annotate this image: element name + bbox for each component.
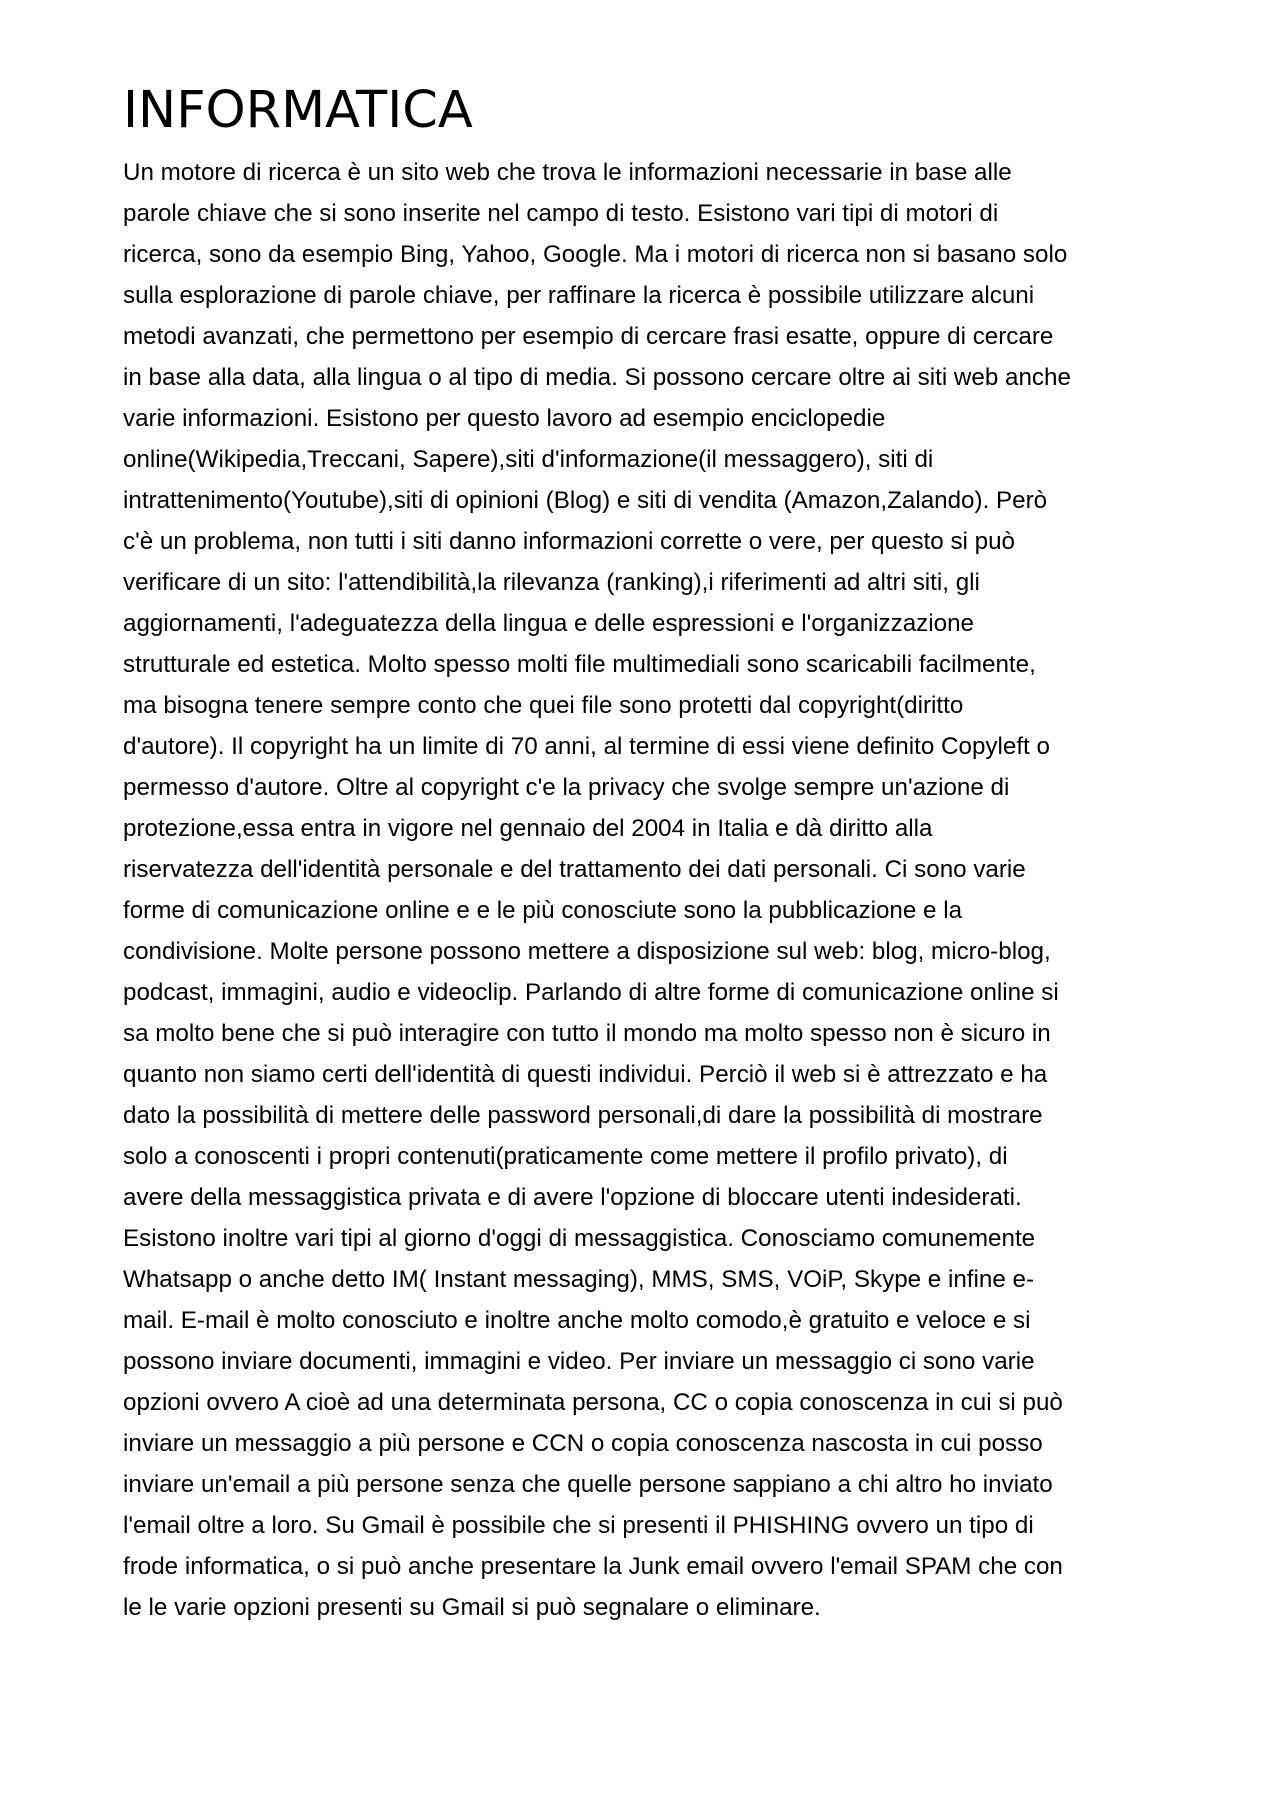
body-text-line: mail. E-mail è molto conosciuto e inoltre anche molto comodo,è gratuito e veloce e si xyxy=(123,1307,1031,1334)
body-text-line: l'email oltre a loro. Su Gmail è possibile che si presenti il PHISHING ovvero un tipo di xyxy=(123,1512,1034,1539)
body-text-line: Un motore di ricerca è un sito web che trova le informazioni necessarie in base alle xyxy=(123,159,1012,186)
body-text-line: podcast, immagini, audio e videoclip. Parlando di altre forme di comunicazione online si xyxy=(123,979,1059,1006)
body-text-line: ricerca, sono da esempio Bing, Yahoo, Google. Ma i motori di ricerca non si basano solo xyxy=(123,241,1068,268)
body-text-line: metodi avanzati, che permettono per esempio di cercare frasi esatte, oppure di cercare xyxy=(123,323,1054,350)
body-text-line: condivisione. Molte persone possono mettere a disposizione sul web: blog, micro-blog, xyxy=(123,938,1051,965)
body-text-line: d'autore). Il copyright ha un limite di 70 anni, al termine di essi viene definito Copyleft o xyxy=(123,733,1050,760)
body-text-line: possono inviare documenti, immagini e video. Per inviare un messaggio ci sono varie xyxy=(123,1348,1035,1375)
body-text-line: permesso d'autore. Oltre al copyright c'e la privacy che svolge sempre un'azione di xyxy=(123,774,1010,801)
body-text-line: solo a conoscenti i propri contenuti(praticamente come mettere il profilo privato), di xyxy=(123,1143,1008,1170)
body-text-line: Whatsapp o anche detto IM( Instant messaging), MMS, SMS, VOiP, Skype e infine e- xyxy=(123,1266,1035,1293)
document-body xyxy=(123,152,1071,1628)
body-text-line: aggiornamenti, l'adeguatezza della lingua e delle espressioni e l'organizzazione xyxy=(123,610,974,637)
body-text-line: strutturale ed estetica. Molto spesso molti file multimediali sono scaricabili facilmente, xyxy=(123,651,1036,678)
body-text-line: sulla esplorazione di parole chiave, per raffinare la ricerca è possibile utilizzare alcuni xyxy=(123,282,1035,309)
body-text-line: protezione,essa entra in vigore nel gennaio del 2004 in Italia e dà diritto alla xyxy=(123,815,933,842)
body-text-line: inviare un messaggio a più persone e CCN o copia conoscenza nascosta in cui posso xyxy=(123,1430,1043,1457)
body-text-line: inviare un'email a più persone senza che quelle persone sappiano a chi altro ho inviato xyxy=(123,1471,1053,1498)
body-text-line: verificare di un sito: l'attendibilità,la rilevanza (ranking),i riferimenti ad altri siti, gli xyxy=(123,569,980,596)
body-text-line: frode informatica, o si può anche presentare la Junk email ovvero l'email SPAM che con xyxy=(123,1553,1063,1580)
body-text-line: in base alla data, alla lingua o al tipo di media. Si possono cercare oltre ai siti web anche xyxy=(123,364,1071,391)
body-text-line: parole chiave che si sono inserite nel campo di testo. Esistono vari tipi di motori di xyxy=(123,200,999,227)
body-text-line: Esistono inoltre vari tipi al giorno d'oggi di messaggistica. Conosciamo comunemente xyxy=(123,1225,1036,1252)
body-text-line: intrattenimento(Youtube),siti di opinioni (Blog) e siti di vendita (Amazon,Zalando). Però xyxy=(123,487,1048,514)
body-text-line: online(Wikipedia,Treccani, Sapere),siti d'informazione(il messaggero), siti di xyxy=(123,446,934,473)
body-text-line: dato la possibilità di mettere delle password personali,di dare la possibilità di mostrare xyxy=(123,1102,1043,1129)
body-text-line: c'è un problema, non tutti i siti danno informazioni corrette o vere, per questo si può xyxy=(123,528,1015,555)
body-text-line: varie informazioni. Esistono per questo lavoro ad esempio enciclopedie xyxy=(123,405,886,432)
body-text-line: quanto non siamo certi dell'identità di questi individui. Perciò il web si è attrezzato e ha xyxy=(123,1061,1048,1088)
body-text-line: riservatezza dell'identità personale e del trattamento dei dati personali. Ci sono varie xyxy=(123,856,1026,883)
body-text-line: sa molto bene che si può interagire con tutto il mondo ma molto spesso non è sicuro in xyxy=(123,1020,1051,1047)
document-title: INFORMATICA xyxy=(123,81,473,140)
body-text-line: forme di comunicazione online e e le più conosciute sono la pubblicazione e la xyxy=(123,897,963,924)
body-text-line: ma bisogna tenere sempre conto che quei file sono protetti dal copyright(diritto xyxy=(123,692,964,719)
body-text-line: avere della messaggistica privata e di avere l'opzione di bloccare utenti indesiderati. xyxy=(123,1184,1022,1211)
body-text-line: le le varie opzioni presenti su Gmail si può segnalare o eliminare. xyxy=(123,1594,821,1621)
body-text-line: opzioni ovvero A cioè ad una determinata persona, CC o copia conoscenza in cui si può xyxy=(123,1389,1063,1416)
